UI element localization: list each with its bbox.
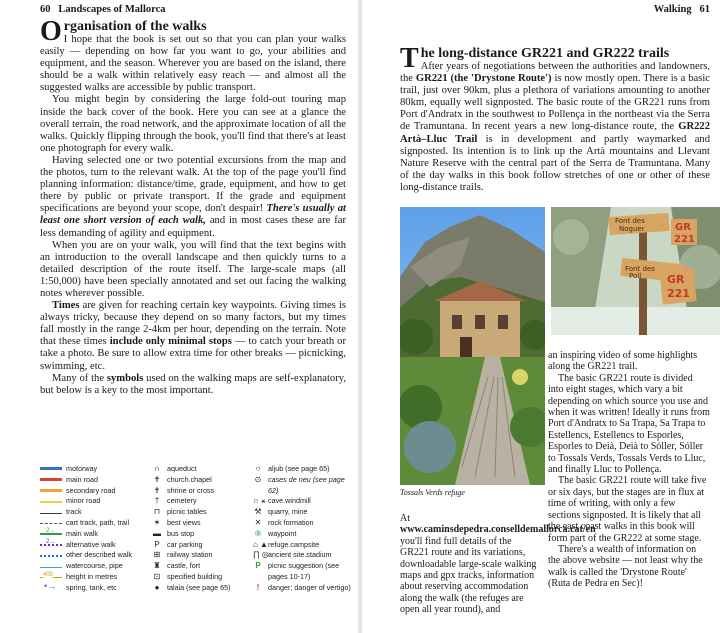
- gr-trails-section: [400, 43, 710, 194]
- key-height: 400 height in metres: [40, 572, 148, 583]
- danger-icon: !: [256, 582, 260, 592]
- planning-text: Having selected one or two potential excursions from the map and the photos, turn to the relevant walk. At the top of the page you'll find planning information: distance/time, grade, equipment, and how to get there by public or private transport. If the grade and equipment specifications are beyond your scope, don't despair!: [40, 154, 346, 215]
- key-column-symbols: [152, 464, 247, 594]
- key-spring: •→ spring, tank, etc: [44, 581, 117, 592]
- key-waypoint: ⑨ waypoint: [254, 528, 297, 538]
- left-running-head: [40, 4, 166, 15]
- key-secondary-road: secondary road: [40, 486, 148, 497]
- snow-pit-icon: ⊙: [254, 474, 262, 484]
- parking-icon: P: [154, 539, 160, 549]
- key-picnic: ⊓ picnic tables: [153, 507, 207, 517]
- talaia-icon: ●: [154, 582, 160, 592]
- key-ancient-site: ∏ ◎ ancient site.stadium: [253, 550, 332, 560]
- railway-icon: ⊞: [153, 550, 161, 560]
- planning-emphasis: There's usually at least one short version of each walk,: [40, 203, 346, 227]
- key-refuge: ⌂ ▲ refuge.campsite: [253, 539, 320, 549]
- gr-heading-drop-cap: T: [400, 43, 419, 74]
- key-aqueduct: ∩ aqueduct: [152, 464, 247, 475]
- key-danger: ! danger; danger of vertigo): [253, 583, 353, 605]
- website-text: There's a wealth of information on the above website — not least why the walk is called the 'Drystone Route' (Ruta de Pedra en Sec)!: [548, 543, 703, 590]
- aljub-icon: ○: [255, 464, 261, 473]
- gr-trails-heading: [400, 43, 710, 74]
- key-shrine: ✝ shrine or cross: [153, 485, 215, 495]
- rock-icon: ✕: [254, 517, 262, 527]
- left-column-text: [400, 513, 596, 616]
- key-track: track: [40, 507, 148, 518]
- sign-text-2: Noguer: [619, 225, 645, 233]
- key-building: ⊡ specified building: [153, 571, 223, 581]
- key-castle: ♜ castle, fort: [153, 561, 201, 571]
- key-views: ✶ best views: [153, 517, 201, 527]
- key-quarry: ⚒ quarry, mine: [254, 507, 308, 517]
- picnic-suggestion-icon: P: [255, 561, 261, 571]
- key-cart-track: cart track, path, trail: [40, 518, 148, 529]
- key-column-lines: [40, 464, 148, 594]
- building-icon: ⊡: [153, 571, 161, 581]
- key-cemetery: † cemetery: [152, 496, 247, 507]
- key-cases-de-neu: ⊙ cases de neu (see page 62): [254, 474, 345, 495]
- cave-icon: ∩ ⚹: [253, 496, 266, 506]
- sign-text-3: Font des: [625, 265, 655, 273]
- symbols-text-end: used on the walking maps are self-explanatory, but below is a key to the most important.: [40, 372, 347, 396]
- duration-text: The basic GR221 route will take five or six days, but the stages are in flux at time of writing, with only a few sections signposted. It is likely that all the east coast walks in this book will form part of the GR222 at some stage.: [548, 475, 707, 544]
- paragraph-walk: When you are on your walk, you will find that the text begins with an introduction to the overall landscape and then quickly turns to a detailed description of the route itself. The large-scale maps (all 1:50,000) have been specially annotated and set out facing the walking notes wherever possible.: [40, 239, 346, 299]
- symbols-text: Many of the: [52, 372, 105, 384]
- right-page-number: 61: [699, 4, 710, 15]
- sign-gr-1: GR: [675, 222, 691, 233]
- key-picnic-suggestion: P picnic suggestion (see pages 10-17): [253, 561, 353, 583]
- sign-gr-2: GR: [667, 273, 685, 286]
- paragraph-symbols: [40, 373, 346, 397]
- sign-text-1: Font des: [615, 217, 645, 225]
- church-icon: ✝: [153, 474, 161, 484]
- quarry-icon: ⚒: [254, 507, 262, 517]
- signpost-photo: [551, 207, 720, 335]
- paragraph-intro: I hope that the book is set out so that you can plan your walks easily — depending on how far you want to go, your abilities and equipment, and the season. Wherever you are based on the island, there should be a walk within relatively easy reach — and almost all the suggested walks are accessible by public transport.: [40, 34, 346, 94]
- gr221-name: GR221 (the 'Drystone Route'): [415, 73, 552, 85]
- aqueduct-icon: ∩: [154, 464, 160, 473]
- key-church: ✝ church.chapel: [153, 474, 212, 484]
- right-column-text: [548, 350, 710, 590]
- key-cave: ∩ ⚹ cave.windmill: [253, 496, 311, 506]
- refuge-photo: [400, 207, 545, 485]
- key-talaia: ● talaia (see page 65): [152, 583, 247, 594]
- refuge-icon: ⌂ ▲: [253, 539, 268, 549]
- gr222-name: GR222 Artà–Lluc Trail: [400, 121, 710, 145]
- heading-text: rganisation of the walks: [63, 19, 207, 34]
- castle-icon: ♜: [153, 561, 161, 571]
- key-alternative-walk: 2→ alternative walk: [40, 540, 148, 551]
- key-main-road: main road: [40, 475, 148, 486]
- waypoint-icon: ⑨: [254, 528, 262, 538]
- stages-text: The basic GR221 route is divided into eight stages, which vary a bit depending on which source you use and when it was written! Ideally it runs from Port d'Andratx to Sa Trapa, Sa Trapa to Estellencs, Estellencs to Esporles, Esporles to Deià, Deià to Sóller, Sóller to Tossals Verds, Tossals Verds to Lluc, and finally Lluc to Pollença.: [548, 372, 710, 476]
- key-railway: ⊞ railway station: [153, 550, 213, 560]
- key-watercourse: watercourse, pipe: [40, 561, 148, 572]
- planning-text-end: and in most cases these are far less demanding of agility and equipment.: [40, 215, 346, 239]
- photo-caption: Tossals Verds refuge: [400, 488, 465, 497]
- key-bus: ▬ bus stop: [153, 528, 195, 538]
- left-text-column: [40, 16, 347, 397]
- times-text-end: — to catch your breath or take a photo. Be sure to allow extra time for other breaks — picnicking, swimming, etc.: [40, 336, 346, 372]
- heading-drop-cap: O: [40, 16, 62, 47]
- paragraph-map: You might begin by considering the large fold-out touring map inside the back cover of the book. Here you can see at a glance the overall terrain, the road network, and the approximate location of all the walks. Quickly flipping through the book, you'll find that there's at least one photograph for every walk.: [40, 94, 346, 154]
- sign-text-4: Poll: [629, 272, 642, 280]
- key-aljub: ○ aljub (see page 65): [253, 464, 353, 475]
- paragraph-times: [40, 300, 346, 373]
- video-text: an inspiring video of some highlights along the GR221 trail.: [548, 350, 698, 373]
- bus-icon: ▬: [153, 528, 161, 538]
- website-link[interactable]: www.caminsdepedra.conselldemallorca.cat/en: [400, 524, 596, 536]
- gr-paragraph: After years of negotiations between the authorities and landowners, the GR221 (the 'Drystone Route') is now mostly open. There is a basic trail, just over 90km, plus a plethora of variations amounting to another 80km, equally well signposted. The basic route of the GR221 runs from Port d'Andratx in the southwest to Pollença in the northeast via the Serra de Tramuntana. In recent years a new long-distance route, the GR222 Artà–Lluc Trail is in development and partly waymarked and signposted. Its intention is to link up the Artà mountains and Llevant Nature Reserve with the central part of the Serra de Tramuntana. Many of the day walks in this book follow stretches of one or other of these long-distance trails.: [400, 61, 710, 193]
- sign-num-1: 221: [674, 234, 695, 245]
- sign-num-2: 221: [667, 287, 690, 300]
- website-paragraph: At www.caminsdepedra.conselldemallorca.cat/en you'll find full details of the GR221 route and its variations, downloadable large-scale walking maps and gpx tracks, information about reserving accommodation along the walk (the refuges are open all year round), and: [400, 513, 596, 616]
- right-running-title: Walking: [653, 4, 692, 15]
- key-parking: P car parking: [152, 540, 247, 551]
- left-page-number: 60: [40, 4, 51, 15]
- key-motorway: motorway: [40, 464, 148, 475]
- key-rock: ✕ rock formation: [254, 517, 314, 527]
- key-minor-road: minor road: [40, 496, 148, 507]
- key-other-walk: other described walk: [40, 550, 148, 561]
- times-text: are given for reaching certain key waypoints. Giving times is always tricky, because they depend on so many factors, but my times fall mostly in the range 2-4km per hour, depending on the terrain. Note that these times: [40, 300, 346, 348]
- ancient-site-icon: ∏ ◎: [253, 550, 269, 560]
- organisation-heading: [40, 16, 346, 47]
- views-icon: ✶: [153, 517, 161, 527]
- left-running-title: Landscapes of Mallorca: [58, 4, 166, 15]
- minimal-stops: include only minimal stops: [109, 336, 232, 348]
- gr-heading-text: he long-distance GR221 and GR222 trails: [420, 46, 670, 61]
- paragraph-planning: [40, 155, 346, 240]
- times-label: Times: [52, 300, 80, 312]
- cemetery-icon: †: [154, 496, 160, 506]
- symbols-label: symbols: [106, 372, 144, 384]
- key-column-features: [253, 464, 353, 604]
- right-running-head: [654, 4, 710, 15]
- picnic-icon: ⊓: [153, 507, 161, 517]
- shrine-icon: ✝: [153, 485, 161, 495]
- key-main-walk: 2→ main walk: [40, 529, 148, 540]
